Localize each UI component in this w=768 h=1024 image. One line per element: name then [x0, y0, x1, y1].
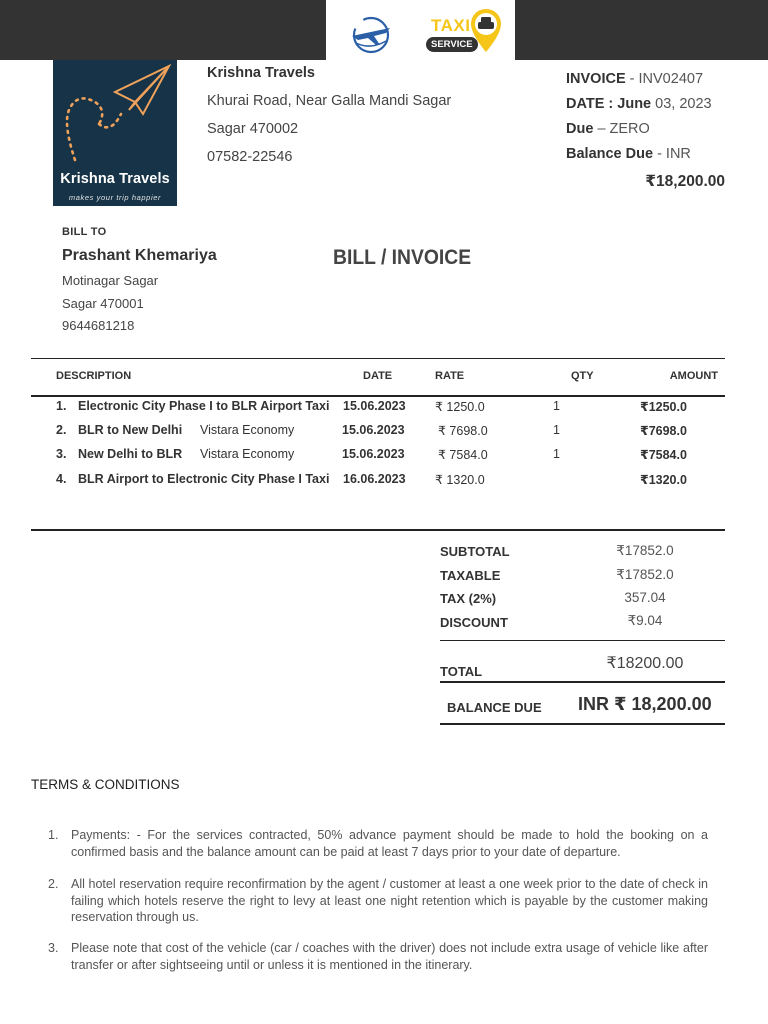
discount-value: ₹9.04 [627, 613, 663, 628]
row-3-class: Vistara Economy [200, 447, 295, 461]
terms-item-2-number: 2. [48, 877, 59, 891]
airplane-logo-icon [346, 14, 396, 56]
row-1-date: 15.06.2023 [343, 399, 406, 413]
terms-item-2 [48, 876, 708, 926]
company-phone: 07582-22546 [207, 149, 293, 165]
row-1-amount: ₹1250.0 [640, 400, 687, 414]
terms-item-1-number: 1. [48, 828, 59, 842]
header-logos [326, 0, 515, 60]
row-2-amount: ₹7698.0 [640, 424, 687, 438]
header-amount: AMOUNT [669, 370, 718, 382]
totals-divider [440, 640, 725, 641]
service-text: SERVICE [426, 37, 478, 52]
row-2-class: Vistara Economy [200, 423, 295, 437]
taxi-text: TAXI [431, 16, 471, 35]
invoice-balance-amount: ₹18,200.00 [645, 173, 725, 190]
company-address-line1: Khurai Road, Near Galla Mandi Sagar [207, 93, 452, 109]
taxi-service-logo [425, 8, 505, 56]
invoice-date [566, 96, 712, 112]
invoice-due [566, 121, 650, 137]
company-name: Krishna Travels [207, 65, 315, 81]
table-header-divider [31, 395, 725, 397]
terms-item-1 [48, 827, 708, 861]
invoice-number [566, 71, 703, 87]
row-2-rate: ₹ 7698.0 [438, 424, 488, 438]
logo-tagline: makes your trip happier [68, 193, 162, 202]
row-1-qty: 1 [553, 399, 560, 413]
row-3-qty: 1 [553, 447, 560, 461]
row-1-number: 1. [56, 399, 67, 413]
taxable-label: TAXABLE [440, 568, 501, 583]
subtotal-label: SUBTOTAL [440, 544, 510, 559]
logo-company-name: Krishna Travels [60, 171, 170, 187]
row-1-description: Electronic City Phase I to BLR Airport Taxi [78, 399, 330, 413]
invoice-date-value: 03, 2023 [655, 96, 712, 112]
invoice-due-value: – ZERO [597, 121, 650, 137]
tax-label: TAX (2%) [440, 591, 497, 606]
invoice-balance-currency: - INR [657, 146, 691, 162]
table-top-divider [31, 358, 725, 359]
header-date: DATE [363, 370, 393, 382]
bill-to-address-line1: Motinagar Sagar [62, 273, 159, 288]
page-title: BILL / INVOICE [333, 246, 472, 269]
header-qty: QTY [571, 370, 594, 382]
company-address-line2: Sagar 470002 [207, 121, 299, 137]
row-3-rate: ₹ 7584.0 [438, 448, 488, 462]
invoice-date-label: DATE : June [566, 96, 652, 112]
discount-label: DISCOUNT [440, 615, 508, 630]
invoice-due-label: Due [566, 121, 594, 137]
header-description: DESCRIPTION [56, 370, 132, 382]
total-value: ₹18200.00 [606, 655, 684, 672]
terms-item-1-text: Payments: - For the services contracted, 50% advance payment should be made to hold the booking on a confirmed basis and the balance amount can be paid at least 7 days prior to your date of departure. [71, 828, 708, 859]
row-4-description: BLR Airport to Electronic City Phase I Taxi [78, 472, 330, 486]
total-divider [440, 681, 725, 683]
invoice-balance [566, 146, 691, 162]
header-rate: RATE [435, 370, 465, 382]
invoice-number-label: INVOICE [566, 71, 626, 87]
paper-plane-icon [59, 64, 173, 168]
row-2-number: 2. [56, 423, 67, 437]
company-logo [53, 60, 177, 206]
row-2-description: BLR to New Delhi [78, 423, 183, 437]
row-1-rate: ₹ 1250.0 [435, 400, 485, 414]
tax-value: 357.04 [624, 590, 666, 605]
terms-item-3-number: 3. [48, 941, 59, 955]
balance-due-label: BALANCE DUE [447, 700, 542, 715]
row-3-amount: ₹7584.0 [640, 448, 687, 462]
terms-item-3-text: Please note that cost of the vehicle (car / coaches with the driver) does not include extra usage of vehicle like after transfer or after sightseeing until or unless it is mentioned in the itinerary. [71, 941, 708, 972]
row-4-amount: ₹1320.0 [640, 473, 687, 487]
row-4-number: 4. [56, 472, 67, 486]
balance-due-value: INR ₹ 18,200.00 [578, 694, 712, 714]
bill-to-label: BILL TO [62, 226, 107, 238]
terms-heading: TERMS & CONDITIONS [31, 777, 180, 792]
row-4-date: 16.06.2023 [343, 472, 406, 486]
row-2-date: 15.06.2023 [342, 423, 405, 437]
row-4-rate: ₹ 1320.0 [435, 473, 485, 487]
bill-to-phone: 9644681218 [62, 318, 135, 333]
bill-to-address-line2: Sagar 470001 [62, 296, 144, 311]
terms-item-3 [48, 940, 708, 974]
row-3-date: 15.06.2023 [342, 447, 405, 461]
taxable-value: ₹17852.0 [616, 567, 674, 582]
row-3-number: 3. [56, 447, 67, 461]
terms-item-2-text: All hotel reservation require reconfirmation by the agent / customer at least a one week prior to the date of check in failing which hotels reserve the right to levy at least one night retention which is payable by the customer making reservation through us. [71, 877, 708, 924]
subtotal-value: ₹17852.0 [616, 543, 674, 558]
invoice-balance-label: Balance Due [566, 146, 654, 162]
row-2-qty: 1 [553, 423, 560, 437]
invoice-number-value: - INV02407 [629, 71, 704, 87]
balance-divider [440, 723, 725, 725]
table-bottom-divider [31, 529, 725, 531]
bill-to-name: Prashant Khemariya [62, 247, 217, 264]
row-3-description: New Delhi to BLR [78, 447, 183, 461]
total-label: TOTAL [440, 664, 483, 679]
